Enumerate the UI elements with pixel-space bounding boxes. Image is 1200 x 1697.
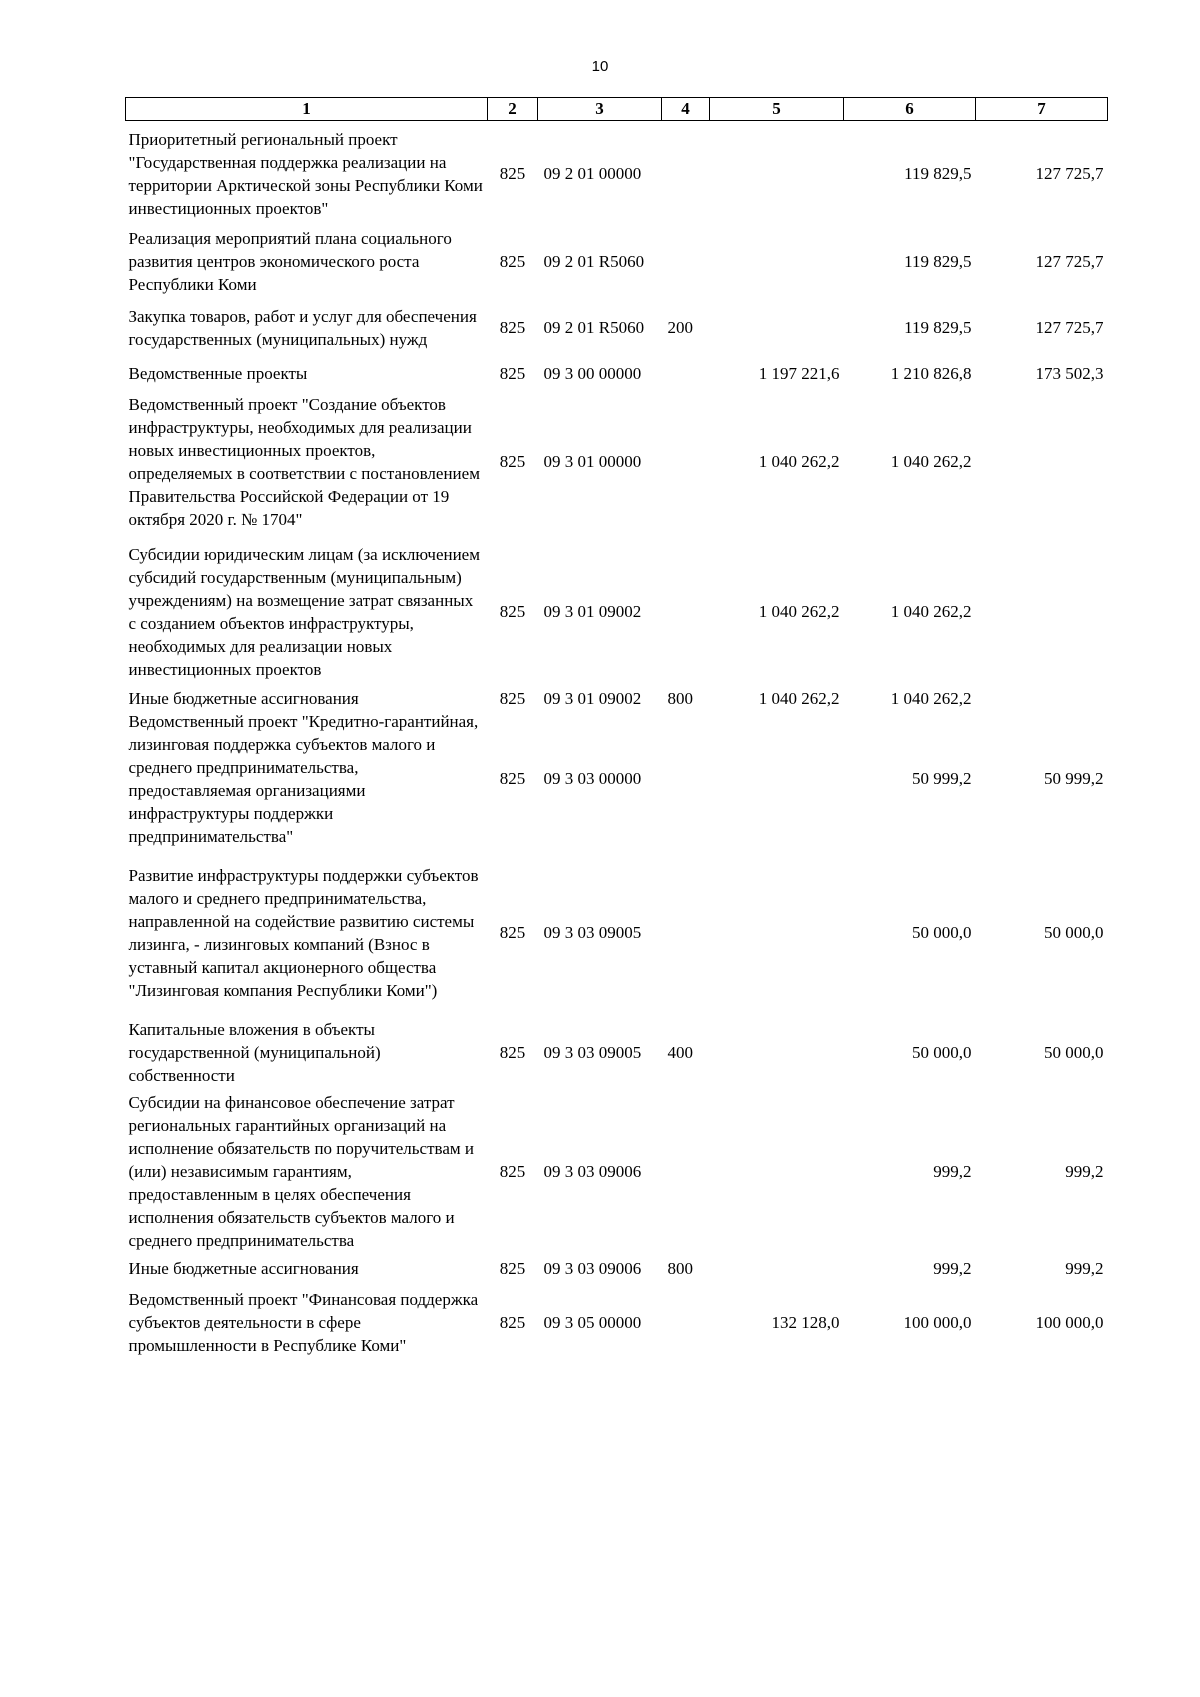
table-row [126,710,1108,848]
row-value-col5 [710,848,844,1018]
table-row [126,1257,1108,1280]
row-name: Закупка товаров, работ и услуг для обеспечения государственных (муниципальных) нужд [128,306,477,349]
row-value-col6: 999,2 [933,1162,972,1181]
row-expense-type [662,537,710,687]
row-admin-code: 825 [499,1258,526,1278]
row-admin-code: 825 [499,1042,526,1062]
row-name: Субсидии на финансовое обеспечение затрат региональных гарантийных организаций на исполнение обязательств по поручительствам и (или) независимым гарантиям, предоставленным в целях обеспечения исполнения обязательств субъектов малого и среднего предпринимательства [128,1093,474,1250]
table-row [126,296,1108,360]
row-target-article: 09 2 01 R5060 [543,251,645,271]
row-value-col6: 1 040 262,2 [890,688,972,708]
row-value-col5 [710,710,844,848]
row-value-col5: 1 040 262,2 [758,452,840,471]
row-value-col6: 1 040 262,2 [890,602,972,621]
row-expense-type: 200 [667,318,693,337]
row-name: Ведомственный проект "Финансовая поддержка субъектов деятельности в сфере промышленности в Республике Коми" [128,1290,479,1355]
row-expense-type [662,121,710,227]
row-value-col5: 132 128,0 [771,1313,840,1332]
row-value-col7: 127 725,7 [1035,164,1104,184]
row-value-col6: 50 000,0 [912,923,972,942]
row-value-col6: 50 000,0 [912,1042,972,1062]
row-name: Реализация мероприятий плана социального развития центров экономического роста Республики Коми [128,228,452,294]
header-col-2: 2 [488,98,538,121]
row-target-article: 09 3 03 09006 [543,1258,642,1278]
row-expense-type [662,1087,710,1257]
header-col-3: 3 [538,98,662,121]
row-value-col5 [710,1257,844,1280]
row-target-article: 09 3 05 00000 [543,1313,642,1332]
row-target-article: 09 3 03 09005 [543,923,642,942]
header-col-5: 5 [710,98,844,121]
row-value-col7 [976,387,1108,537]
table-row [126,387,1108,537]
row-value-col6: 119 829,5 [904,251,972,271]
row-value-col7: 999,2 [1065,1162,1104,1181]
row-name: Иные бюджетные ассигнования [128,688,359,708]
row-value-col6: 1 040 262,2 [890,452,972,471]
row-expense-type [662,387,710,537]
row-value-col6: 119 829,5 [904,164,972,184]
row-value-col7: 127 725,7 [1035,318,1104,337]
row-admin-code: 825 [499,688,526,708]
row-value-col7 [976,687,1108,710]
row-name: Ведомственные проекты [128,363,308,383]
row-value-col5: 1 197 221,6 [758,363,840,383]
row-value-col5: 1 040 262,2 [758,688,840,708]
row-value-col5 [710,227,844,296]
row-value-col5 [710,1087,844,1257]
budget-table [125,97,1108,1366]
row-target-article: 09 3 01 00000 [543,452,642,471]
row-admin-code: 825 [499,923,526,942]
row-expense-type [662,848,710,1018]
row-value-col6: 999,2 [933,1258,972,1278]
row-target-article: 09 2 01 00000 [543,164,642,184]
row-value-col6: 100 000,0 [903,1313,972,1332]
table-row [126,121,1108,227]
row-admin-code: 825 [499,452,526,471]
row-target-article: 09 3 03 09006 [543,1162,642,1181]
row-value-col7: 50 000,0 [1044,1042,1104,1062]
row-value-col7: 50 000,0 [1044,923,1104,942]
row-name: Капитальные вложения в объекты государственной (муниципальной) собственности [128,1019,381,1085]
row-value-col5: 1 040 262,2 [758,602,840,621]
row-expense-type [662,1280,710,1366]
row-admin-code: 825 [499,1162,526,1181]
header-row [126,98,1108,121]
row-value-col6: 50 999,2 [912,769,972,788]
row-admin-code: 825 [499,363,526,383]
row-value-col7: 173 502,3 [1035,363,1104,383]
table-row [126,1280,1108,1366]
table-row [126,848,1108,1018]
row-target-article: 09 2 01 R5060 [543,318,645,337]
header-col-4: 4 [662,98,710,121]
row-value-col7 [976,537,1108,687]
row-value-col7: 100 000,0 [1035,1313,1104,1332]
row-admin-code: 825 [499,164,526,184]
row-name: Приоритетный региональный проект "Государственная поддержка реализации на территории Арктической зоны Республики Коми инвестиционных проектов" [128,129,483,218]
table-body [126,121,1108,1366]
row-value-col5 [710,296,844,360]
row-target-article: 09 3 00 00000 [543,363,642,383]
page-number: 10 [591,58,609,75]
row-value-col5 [710,121,844,227]
row-name: Развитие инфраструктуры поддержки субъектов малого и среднего предпринимательства, направленной на содействие развитию системы лизинга, - лизинговых компаний (Взнос в уставный капитал акционерного общества "Лизинговая компания Республики Коми") [128,865,479,1000]
table-row [126,1087,1108,1257]
row-value-col6: 119 829,5 [904,318,972,337]
row-target-article: 09 3 03 09005 [543,1042,642,1062]
row-expense-type: 800 [667,688,693,708]
table-row [126,687,1108,710]
row-name: Субсидии юридическим лицам (за исключением субсидий государственным (муниципальным) учреждениям) на возмещение затрат связанных с созданием объектов инфраструктуры, необходимых для реализации новых инвестиционных проектов [128,544,480,679]
table-row [126,227,1108,296]
row-expense-type [662,710,710,848]
row-target-article: 09 3 01 09002 [543,602,642,621]
table-row [126,360,1108,387]
row-name: Иные бюджетные ассигнования [128,1258,359,1278]
row-name: Ведомственный проект "Кредитно-гарантийная, лизинговая поддержка субъектов малого и среднего предпринимательства, предоставляемая организациями инфраструктуры поддержки предпринимательства" [128,711,479,846]
row-expense-type [662,227,710,296]
table-row [126,1018,1108,1087]
header-col-1: 1 [126,98,488,121]
row-admin-code: 825 [499,318,526,337]
table-row [126,537,1108,687]
header-col-7: 7 [976,98,1108,121]
row-name: Ведомственный проект "Создание объектов инфраструктуры, необходимых для реализации новых инвестиционных проектов, определяемых в соответствии с постановлением Правительства Российской Федерации от 19 октября 2020 г. № 1704" [128,394,480,529]
row-value-col7: 999,2 [1065,1258,1104,1278]
row-admin-code: 825 [499,602,526,621]
row-expense-type [662,360,710,387]
row-value-col7: 50 999,2 [1044,769,1104,788]
row-expense-type: 800 [667,1258,693,1278]
header-col-6: 6 [844,98,976,121]
row-admin-code: 825 [499,769,526,788]
row-value-col6: 1 210 826,8 [890,363,972,383]
row-value-col5 [710,1018,844,1087]
table-header [126,98,1108,121]
row-expense-type: 400 [667,1042,693,1062]
row-target-article: 09 3 01 09002 [543,688,642,708]
row-admin-code: 825 [499,1313,526,1332]
row-admin-code: 825 [499,251,526,271]
row-value-col7: 127 725,7 [1035,251,1104,271]
row-target-article: 09 3 03 00000 [543,769,642,788]
